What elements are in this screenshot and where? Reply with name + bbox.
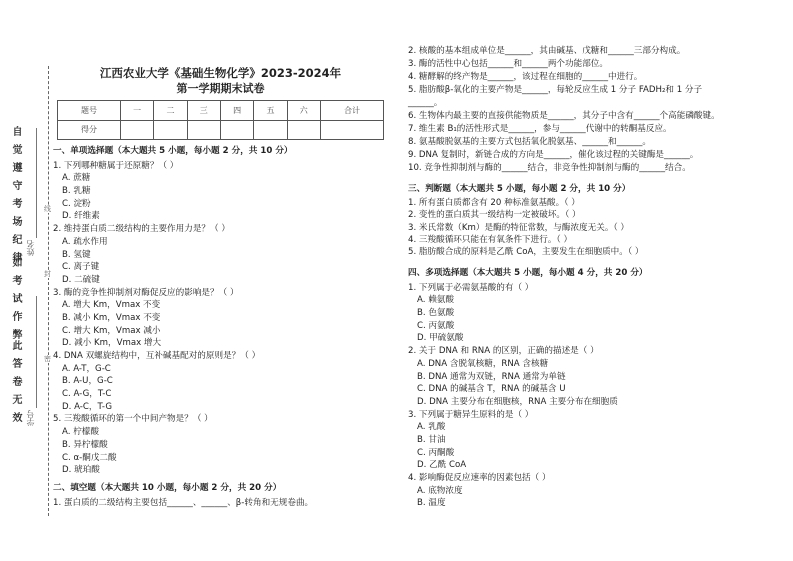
question-text: 2. 维持蛋白质二级结构的主要作用力是？（ ） <box>53 224 230 235</box>
section-heading: 一、单项选择题（本大题共 5 小题，每小题 2 分，共 10 分） <box>53 146 293 156</box>
id-line <box>36 296 37 408</box>
answer-option: A. 蔗糖 <box>62 173 91 184</box>
multiple-choice-section <box>408 267 648 510</box>
question-text: 4. 三羧酸循环只能在有氧条件下进行。（ ） <box>408 234 573 245</box>
question-text: 7. 维生素 B₁的活性形式是______，参与______代谢中的转酮基反应。 <box>408 124 672 134</box>
answer-option: D. 减小 Km，Vmax 增大 <box>62 338 162 349</box>
answer-option: D. DNA 主要分布在细胞核，RNA 主要分布在细胞质 <box>417 396 618 407</box>
fill-blank-section-cont <box>408 45 720 175</box>
question-text: 3. 酶的活性中心包括______和______两个功能部位。 <box>408 59 608 69</box>
section-heading: 三、判断题（本大题共 5 小题，每小题 2 分，共 10 分） <box>408 184 631 194</box>
seal-mark: 封 <box>44 270 51 278</box>
answer-option: B. DNA 通常为双链，RNA 通常为单链 <box>417 371 566 382</box>
question-text: 1. 下列属于必需氨基酸的有（ ） <box>408 282 534 293</box>
question-text: 3. 下列属于糖异生原料的是（ ） <box>408 409 534 420</box>
answer-option: A. 底物浓度 <box>417 485 463 496</box>
question-text: 1. 所有蛋白质都含有 20 种标准氨基酸。（ ） <box>408 198 580 209</box>
question-text: 6. 生物体内最主要的直接供能物质是______，其分子中含有______个高能磷酸键。 <box>408 111 720 121</box>
score-cell[interactable] <box>287 120 320 140</box>
score-cell[interactable] <box>154 120 187 140</box>
score-header-cell: 三 <box>187 101 220 121</box>
score-header-cell: 二 <box>154 101 187 121</box>
question-text: 5. 脂肪酸合成的原料是乙酰 CoA，主要发生在细胞质中。（ ） <box>408 246 644 257</box>
answer-option: C. DNA 的碱基含 T，RNA 的碱基含 U <box>417 384 566 395</box>
question-text: 4. DNA 双螺旋结构中，互补碱基配对的原则是？（ ） <box>53 351 261 361</box>
score-cell[interactable] <box>320 120 383 140</box>
answer-option: C. 增大 Km，Vmax 减小 <box>62 325 161 336</box>
score-table <box>57 100 384 140</box>
true-false-section <box>408 183 643 258</box>
answer-option: C. 离子键 <box>62 262 100 273</box>
score-header-cell: 六 <box>287 101 320 121</box>
notice-cheating: 如考试作弊 <box>10 257 21 347</box>
section-heading: 二、填空题（本大题共 10 小题，每小题 2 分，共 20 分） <box>53 483 282 493</box>
answer-option: C. 丙氨酸 <box>417 320 455 331</box>
answer-option: B. 乳糖 <box>62 186 91 197</box>
seal-mark: 线 <box>44 205 51 213</box>
exam-subtitle: 第一学期期末试卷 <box>176 82 265 95</box>
question-text: 2. 核酸的基本组成单位是______，其由碱基、戊糖和______三部分构成。 <box>408 46 686 56</box>
score-header-cell: 合计 <box>320 101 383 121</box>
answer-option: A. 疏水作用 <box>62 236 108 247</box>
seal-mark: 密 <box>44 355 51 363</box>
notice-discipline: 自觉遵守考场纪律 <box>10 126 21 270</box>
score-header-cell: 一 <box>120 101 153 121</box>
name-line <box>36 128 37 238</box>
question-text: 1. 蛋白质的二级结构主要包括______、______、β-转角和无规卷曲。 <box>53 497 314 508</box>
question-text: 5. 脂肪酸β-氧化的主要产物是______，每轮反应生成 1 分子 FADH₂和 1 分子 <box>408 85 703 95</box>
fill-blank-section-start <box>53 482 313 509</box>
score-cell[interactable] <box>120 120 153 140</box>
answer-option: B. 温度 <box>417 498 446 509</box>
answer-option: D. 甲硫氨酸 <box>417 333 464 344</box>
score-cell[interactable] <box>220 120 253 140</box>
question-text: 8. 氨基酸脱氨基的主要方式包括氧化脱氨基、______和______。 <box>408 137 651 147</box>
question-text: 2. 变性的蛋白质其一级结构一定被破坏。（ ） <box>408 210 581 221</box>
answer-option: D. A-C，T-G <box>62 401 113 412</box>
score-header-cell: 四 <box>220 101 253 121</box>
question-text: 9. DNA 复制时，新链合成的方向是______，催化该过程的关键酶是______。 <box>408 150 699 160</box>
answer-option: C. A-G，T-C <box>62 389 112 400</box>
question-text: 4. 影响酶促反应速率的因素包括（ ） <box>408 473 551 483</box>
answer-option: A. 赖氨酸 <box>417 295 454 306</box>
answer-option: A. 柠檬酸 <box>62 427 99 438</box>
single-choice-section <box>53 145 293 477</box>
question-text: 3. 酶的竞争性抑制剂对酶促反应的影响是？（ ） <box>53 287 239 298</box>
answer-option: C. 淀粉 <box>62 198 91 209</box>
answer-option: D. 二硫键 <box>62 274 100 285</box>
answer-option: D. 乙酰 CoA <box>417 460 467 471</box>
answer-option: A. 乳酸 <box>417 422 446 433</box>
answer-option: B. 氢键 <box>62 249 91 260</box>
score-header-cell: 题号 <box>58 101 121 121</box>
score-header-cell: 五 <box>254 101 287 121</box>
question-text: ______。 <box>408 98 443 108</box>
question-text: 10. 竞争性抑制剂与酶的______结合，非竞争性抑制剂与酶的______结合。 <box>408 163 691 173</box>
answer-option: D. 纤维素 <box>62 211 100 222</box>
answer-option: A. 增大 Km，Vmax 不变 <box>62 300 161 311</box>
notice-invalid: 此答卷无效 <box>10 340 21 430</box>
question-text: 4. 糖酵解的终产物是______，该过程在细胞的______中进行。 <box>408 72 643 82</box>
id-label: 学号 <box>26 410 35 426</box>
answer-option: B. 异柠檬酸 <box>62 439 108 450</box>
answer-option: A. A-T，G-C <box>62 363 111 374</box>
answer-option: D. 琥珀酸 <box>62 465 100 476</box>
question-text: 2. 关于 DNA 和 RNA 的区别，正确的描述是（ ） <box>408 346 599 357</box>
question-text: 3. 米氏常数（Km）是酶的特征常数，与酶浓度无关。（ ） <box>408 222 630 233</box>
exam-title: 江西农业大学《基础生物化学》2023-2024年 <box>99 66 342 80</box>
answer-option: C. α-酮戊二酸 <box>62 452 117 463</box>
score-cell[interactable] <box>254 120 287 140</box>
binding-dashed-line <box>48 66 49 516</box>
answer-option: B. A-U，G-C <box>62 376 113 387</box>
question-text: 1. 下列哪种糖属于还原糖？（ ） <box>53 160 179 171</box>
answer-option: A. DNA 含脱氧核糖，RNA 含核糖 <box>417 358 549 369</box>
answer-option: B. 减小 Km，Vmax 不变 <box>62 312 161 323</box>
score-cell[interactable] <box>187 120 220 140</box>
answer-option: B. 色氨酸 <box>417 308 455 319</box>
section-heading: 四、多项选择题（本大题共 5 小题，每小题 4 分，共 20 分） <box>408 268 648 278</box>
answer-option: B. 甘油 <box>417 434 446 445</box>
score-row-label: 得分 <box>58 120 121 140</box>
name-label: 姓名 <box>26 240 35 256</box>
question-text: 5. 三羧酸循环的第一个中间产物是？（ ） <box>53 414 213 425</box>
answer-option: C. 丙酮酸 <box>417 447 455 458</box>
